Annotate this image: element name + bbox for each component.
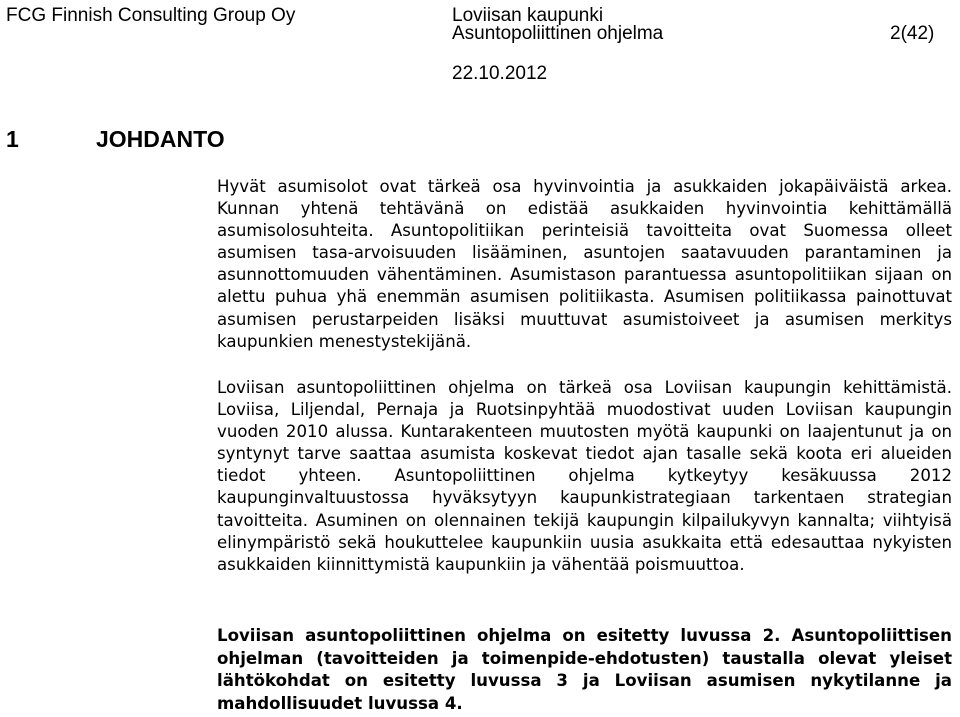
document-date: 22.10.2012 <box>452 63 548 84</box>
chapter-number: 1 <box>6 126 19 152</box>
intro-paragraph-2: Loviisan asuntopoliittinen ohjelma on tärkeä osa Loviisan kaupungin kehittämistä. Loviisa, Liljendal, Pernaja ja Ruotsinpyhtää muodostivat uuden Loviisan kaupungin vuoden 2010 alussa. Kuntarakenteen muutosten myötä kaupunki on laajentunut ja on syntynyt tarve saattaa asumista koskevat tiedot ajan tasalle sekä koota eri alueiden tiedot yhteen. Asuntopoliittinen ohjelma kytkeytyy kesäkuussa 2012 kaupunginvaltuustossa hyväksytyyn kaupunkistrategiaan tarkentaen strategian tavoitteita. Asuminen on olennainen tekijä kaupungin kilpailukyvyn kannalta; viihtyisä elinympäristö sekä houkuttelee kaupunkiin uusia asukkaita että edesauttaa nykyisten asukkaiden kiinnittymistä kaupunkiin ja vähentää poismuuttoa. <box>217 378 952 574</box>
intro-paragraph-1: Hyvät asumisolot ovat tärkeä osa hyvinvointia ja asukkaiden jokapäiväistä arkea. Kunnan yhtenä tehtävänä on edistää asukkaiden hyvinvointia kehittämällä asumisolosuhteita. Asuntopolitiikan perinteisiä tavoitteita ovat Suomessa olleet asumisen tasa-arvoisuuden lisääminen, asuntojen saatavuuden parantaminen ja asunnottomuuden vähentäminen. Asumistason parantuessa asuntopolitiikan sijaan on alettu puhua yhä enemmän asumisen politiikasta. Asumisen politiikassa painottuvat asumisen perustarpeiden lisäksi muuttuvat asumistoiveet ja asumisen merkitys kaupunkien menestystekijänä. <box>217 177 952 351</box>
page-number: 2(42) <box>890 23 935 44</box>
chapter-title: JOHDANTO <box>96 126 225 152</box>
chapter-heading <box>6 124 225 154</box>
intro-paragraph-3-bold: Loviisan asuntopoliittinen ohjelma on esitetty luvussa 2. Asuntopoliittisen ohjelman (tavoitteiden ja toimenpide-ehdotusten) taustalla olevat yleiset lähtökohdat on esitetty luvussa 3 ja Loviisan asumisen nykytilanne ja mahdollisuudet luvussa 4. <box>217 626 952 713</box>
company-name: FCG Finnish Consulting Group Oy <box>6 5 296 26</box>
client-name: Loviisan kaupunki <box>452 5 604 26</box>
document-title: Asuntopoliittinen ohjelma <box>452 23 664 44</box>
